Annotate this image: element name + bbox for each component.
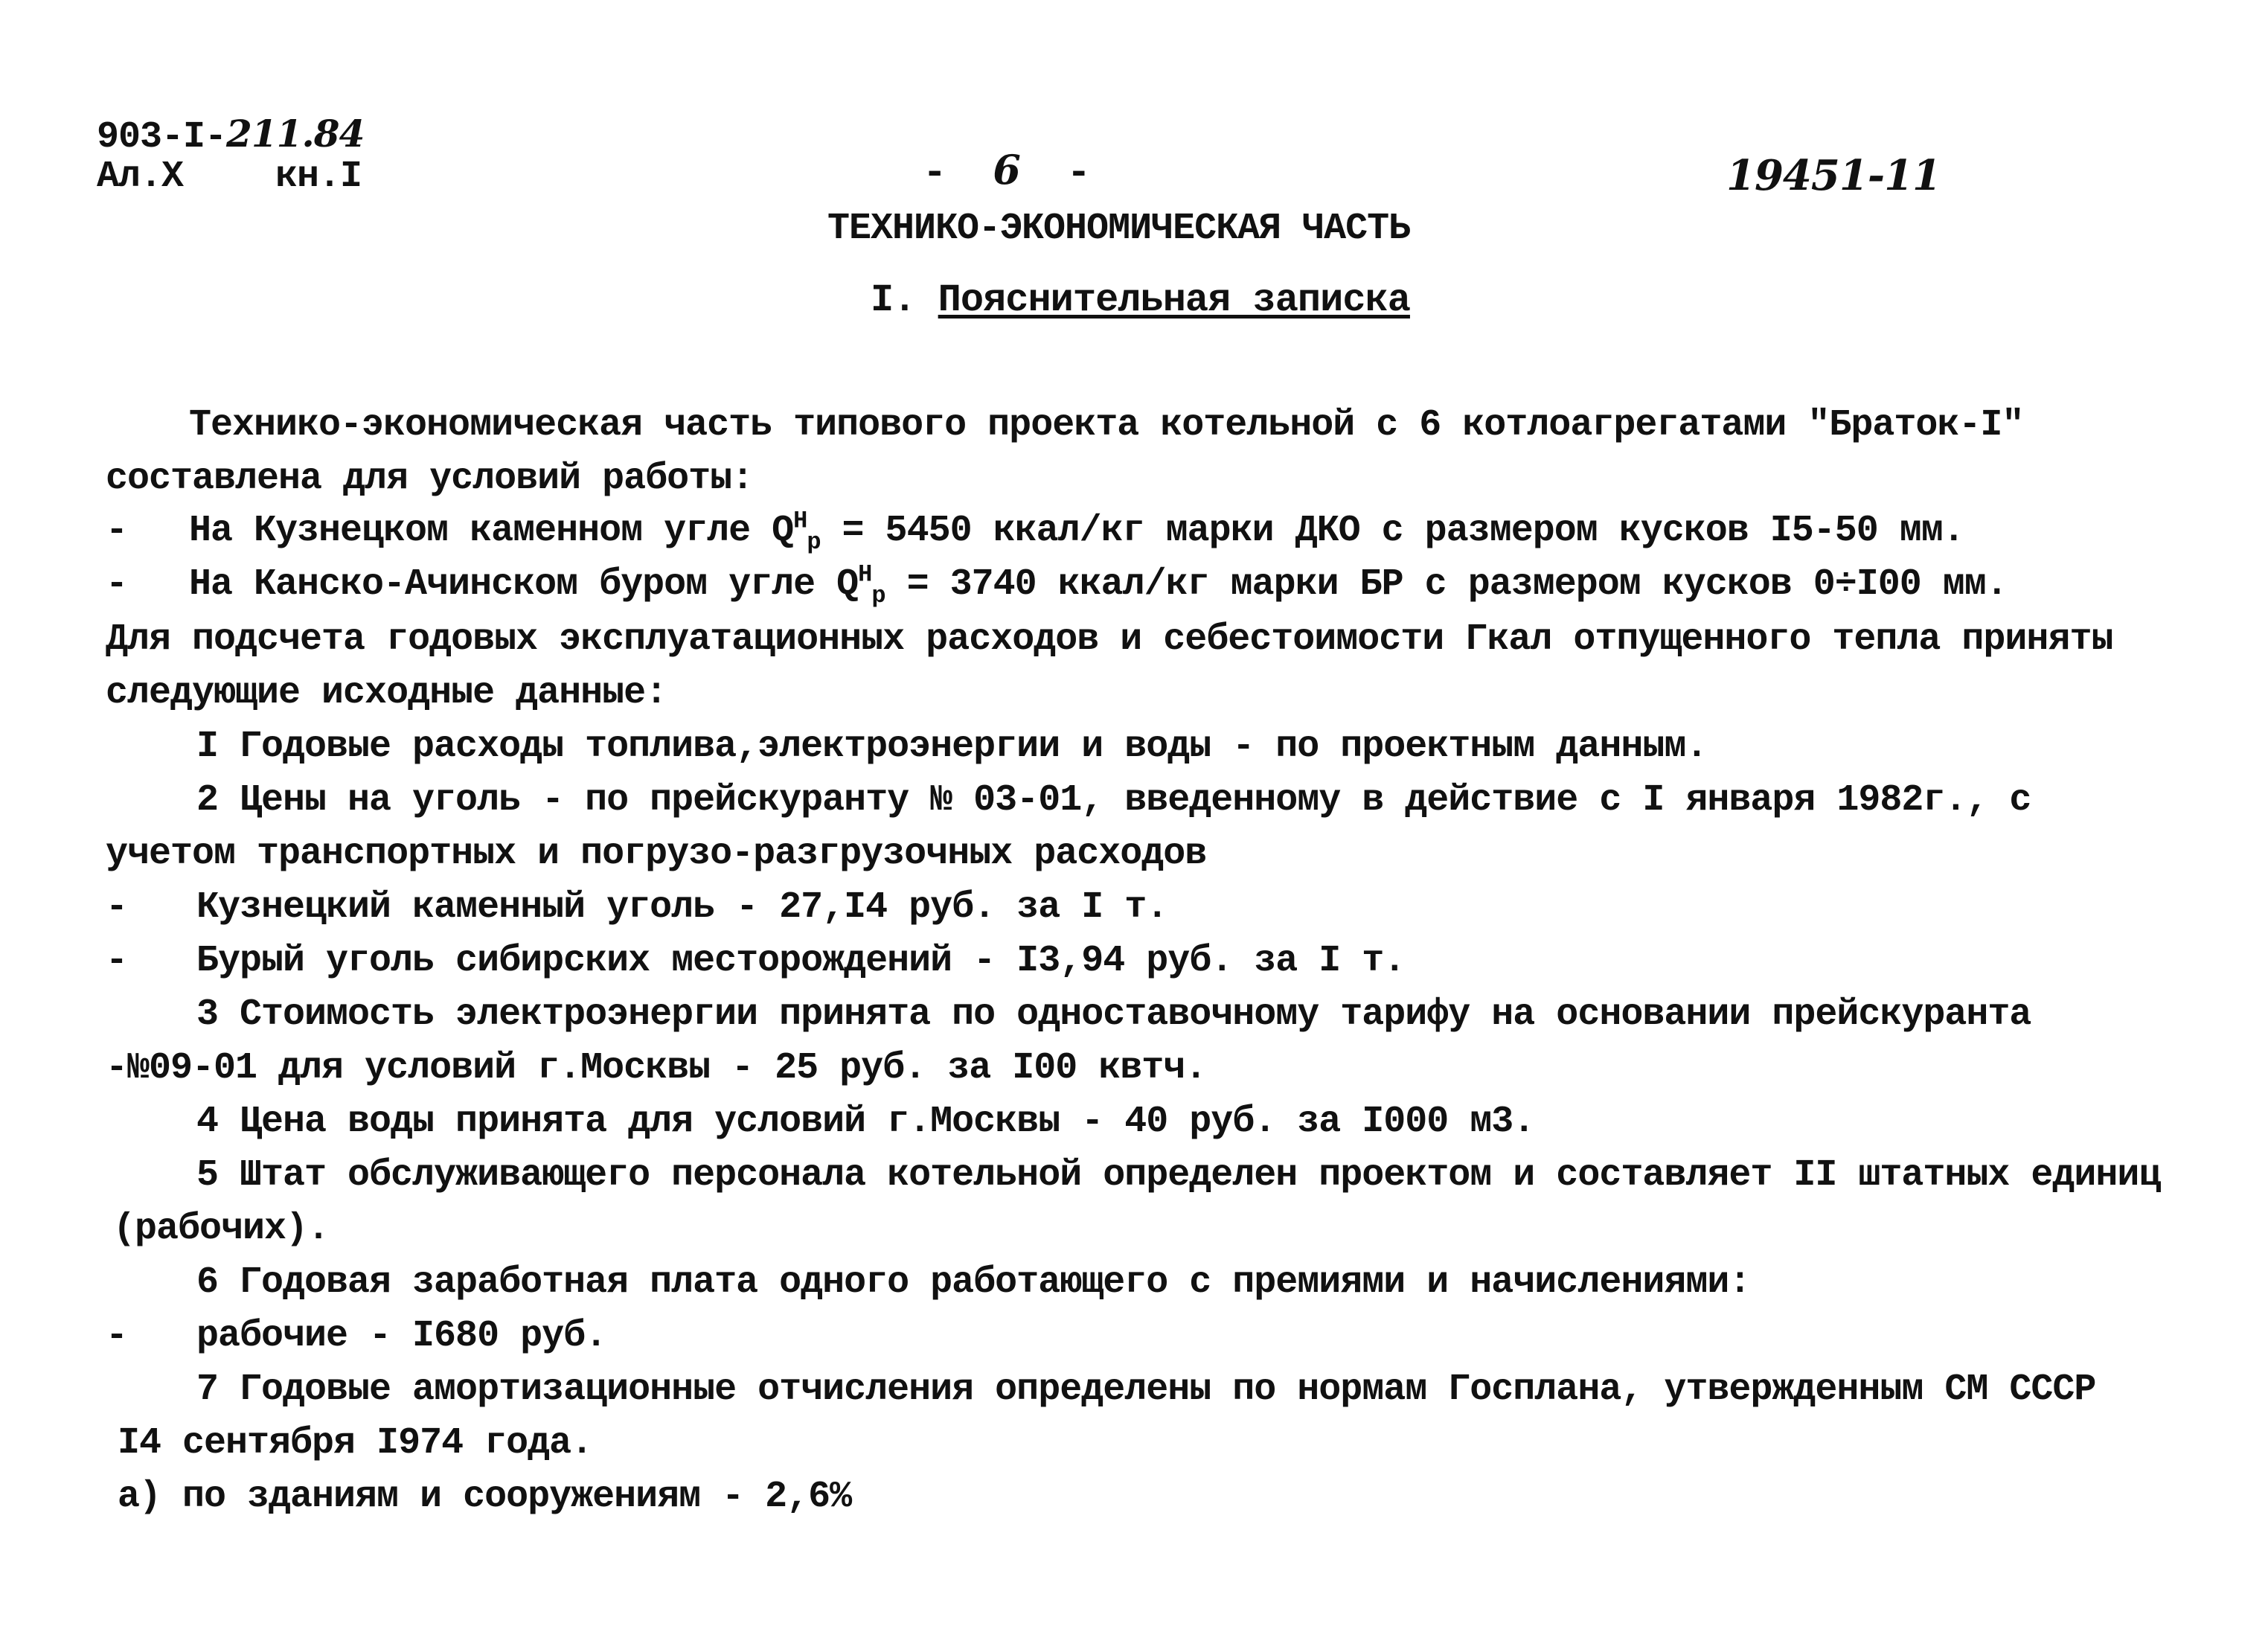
intro-line-2: составлена для условий работы: xyxy=(106,458,754,500)
document-code-prefix: 903-I- xyxy=(97,116,227,159)
subtitle-number: I. xyxy=(871,278,916,322)
fuel-kuznetsk: На Кузнецком каменном угле $Q^Н_р = 5450$ ккал/кг марки ДКО с размером кусков I5-50 мм. xyxy=(189,507,1964,556)
item-7-line-2: I4 сентября I974 года. xyxy=(118,1422,593,1465)
list-dash: - xyxy=(106,563,129,606)
coal-price-brown: Бурый уголь сибирских месторождений - I3,94 руб. за I т. xyxy=(196,940,1406,982)
intro-line-1: Технико-экономическая часть типового проекта котельной с 6 котлоагрегатами "Браток-I" xyxy=(189,404,2024,446)
album-label: Ал.X xyxy=(97,156,184,198)
section-title: ТЕХНИКО-ЭКОНОМИЧЕСКАЯ ЧАСТЬ xyxy=(827,208,1411,250)
worker-salary: рабочие - I680 руб. xyxy=(196,1315,607,1357)
page-number: - 6 - xyxy=(923,146,1091,196)
list-dash: - xyxy=(106,886,129,929)
item-2-line-1: 2 Цены на уголь - по прейскуранту № 03-01, введенному в действие с I января 1982г., с xyxy=(196,779,2031,822)
subtitle xyxy=(871,278,1410,323)
item-1: I Годовые расходы топлива,электроэнергии и воды - по проектным данным. xyxy=(196,726,1708,768)
list-dash: - xyxy=(106,510,129,552)
item-2-line-2: учетом транспортных и погрузо-разгрузочных расходов xyxy=(106,833,1207,875)
calc-line-2: следующие исходные данные: xyxy=(106,672,667,714)
item-3-line-1: 3 Стоимость электроэнергии принята по одноставочному тарифу на основании прейскуранта xyxy=(196,993,2031,1036)
book-label: кн.I xyxy=(275,156,362,198)
list-dash: - xyxy=(106,1315,129,1357)
calc-line-1: Для подсчета годовых эксплуатационных расходов и себестоимости Гкал отпущенного тепла приняты xyxy=(106,618,2113,661)
item-7-line-3: а) по зданиям и сооружениям - 2,6% xyxy=(118,1476,852,1518)
coal-price-kuznetsk: Кузнецкий каменный уголь - 27,I4 руб. за I т. xyxy=(196,886,1168,929)
document-code-handwritten: 211.84 xyxy=(226,112,365,156)
item-5-line-2: (рабочих). xyxy=(113,1208,330,1250)
inventory-number: 19451-11 xyxy=(1726,151,1941,200)
item-3-line-2: -№09-01 для условий г.Москвы - 25 руб. за I00 квтч. xyxy=(106,1047,1207,1089)
item-6: 6 Годовая заработная плата одного работающего с премиями и начислениями: xyxy=(196,1261,1751,1304)
list-dash: - xyxy=(106,940,129,982)
document-code xyxy=(97,112,364,160)
item-5-line-1: 5 Штат обслуживающего персонала котельной определен проектом и составляет II штатных единиц xyxy=(196,1154,2161,1197)
fuel-kansk-achinsk: На Канско-Ачинском буром угле $Q^Н_р = 3740$ ккал/кг марки БР с размером кусков 0÷I00 мм. xyxy=(189,560,2008,609)
subtitle-text: Пояснительная записка xyxy=(938,278,1410,322)
item-7-line-1: 7 Годовые амортизационные отчисления определены по нормам Госплана, утвержденным СМ СССР xyxy=(196,1369,2096,1411)
item-4: 4 Цена воды принята для условий г.Москвы - 40 руб. за I000 м3. xyxy=(196,1101,1535,1143)
